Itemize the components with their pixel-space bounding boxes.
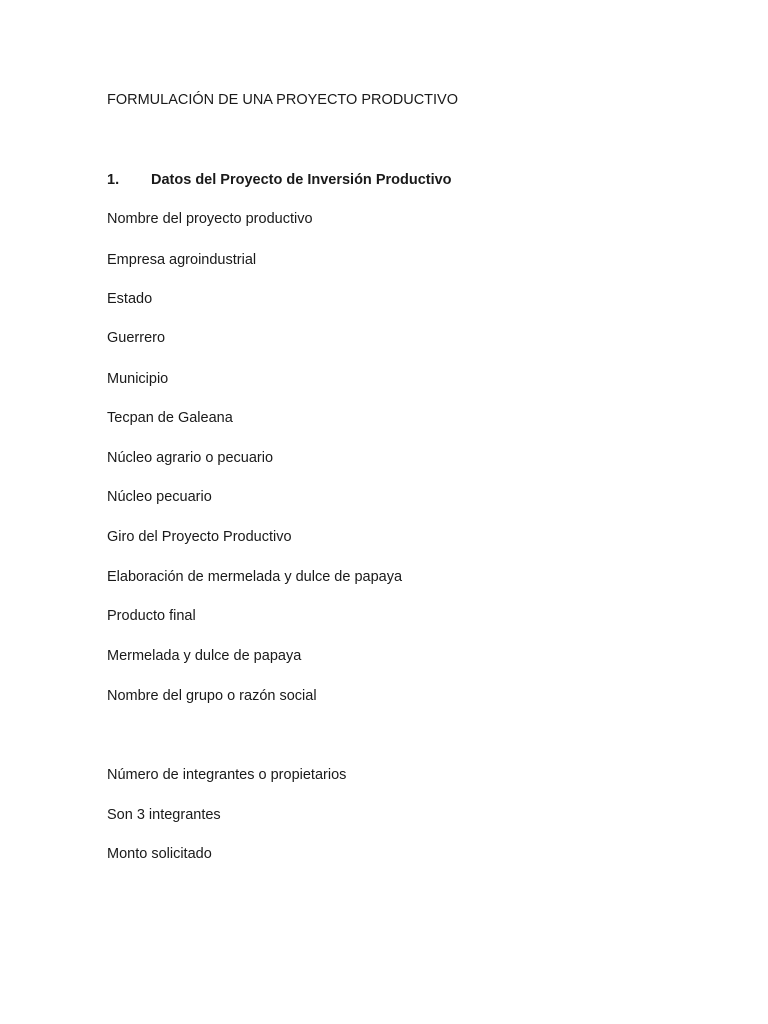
field-value-members: Son 3 integrantes: [107, 807, 221, 823]
document-title: FORMULACIÓN DE UNA PROYECTO PRODUCTIVO: [107, 92, 458, 108]
field-label-municipality: Municipio: [107, 371, 169, 387]
section-heading: [107, 171, 452, 189]
field-label-amount: Monto solicitado: [107, 846, 212, 862]
field-label-group-name: Nombre del grupo o razón social: [107, 688, 317, 704]
field-value-municipality: Tecpan de Galeana: [107, 410, 233, 426]
field-label-project-name: Nombre del proyecto productivo: [107, 211, 313, 227]
field-label-state: Estado: [107, 291, 153, 307]
field-label-nucleus: Núcleo agrario o pecuario: [107, 450, 274, 466]
field-value-project-line: Elaboración de mermelada y dulce de papaya: [107, 569, 403, 585]
field-value-nucleus: Núcleo pecuario: [107, 489, 212, 505]
field-label-final-product: Producto final: [107, 608, 196, 624]
field-label-project-line: Giro del Proyecto Productivo: [107, 529, 292, 545]
section-heading-text: Datos del Proyecto de Inversión Productivo: [151, 172, 452, 188]
field-value-project-name: Empresa agroindustrial: [107, 252, 257, 268]
field-value-final-product: Mermelada y dulce de papaya: [107, 648, 302, 664]
field-label-members: Número de integrantes o propietarios: [107, 767, 347, 783]
field-value-state: Guerrero: [107, 330, 166, 346]
section-number: 1.: [107, 172, 120, 188]
